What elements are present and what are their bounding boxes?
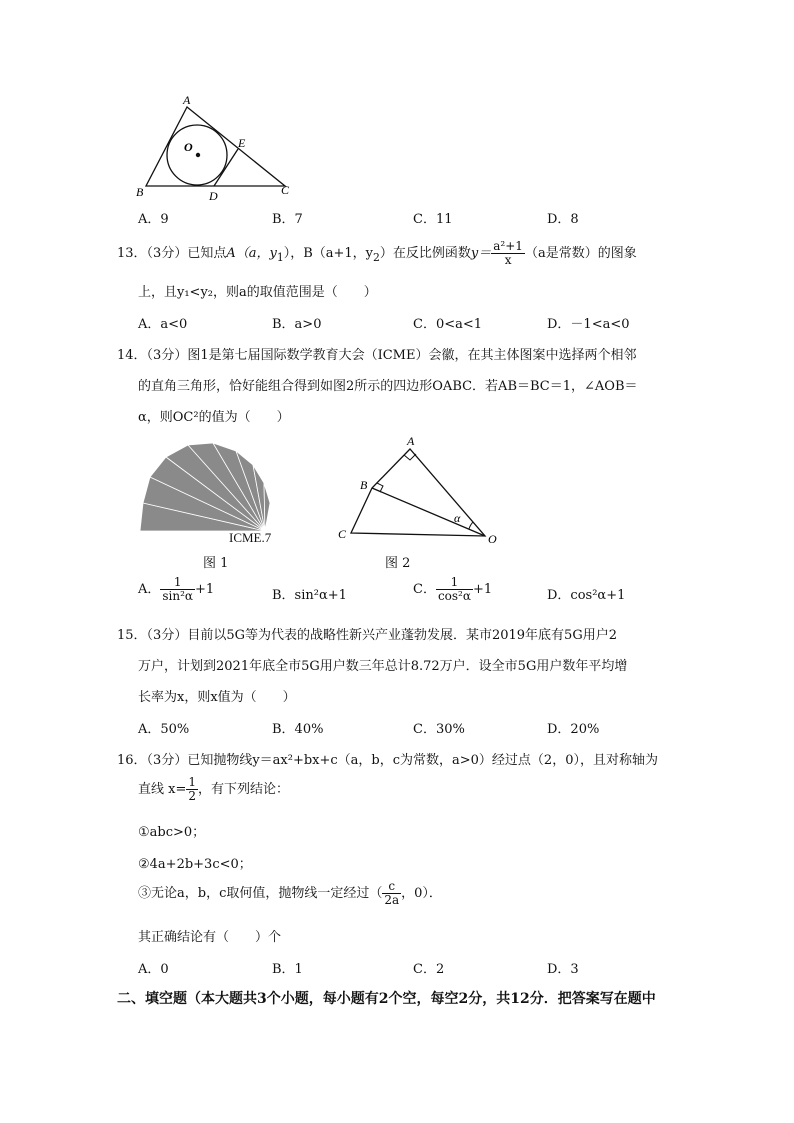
q13-text-d: （a是常数）的图象 bbox=[524, 246, 637, 262]
icme-logo-figure bbox=[140, 443, 290, 538]
center-dot bbox=[196, 153, 200, 157]
q14-opt-a-frac bbox=[160, 576, 195, 603]
q16-c3-a: ③无论a，b，c取何值，抛物线一定经过（ bbox=[138, 886, 383, 902]
triangle-abc bbox=[146, 107, 285, 186]
q14-opt-a-suffix: +1 bbox=[195, 582, 215, 598]
q13-line2: 上，且y₁<y₂，则a的取值范围是（ ） bbox=[138, 285, 377, 300]
q16-c3-frac bbox=[382, 880, 401, 907]
figure1-caption: 图 1 bbox=[203, 556, 229, 571]
q16-option-c[interactable]: C．2 bbox=[413, 962, 445, 977]
angle-arc bbox=[469, 522, 473, 529]
q13-fraction bbox=[491, 240, 525, 267]
q13-option-c[interactable]: C．0<a<1 bbox=[413, 317, 483, 332]
q14-opt-c-prefix: C． bbox=[413, 582, 436, 598]
fig2-label-O: O bbox=[488, 532, 497, 546]
q14-line2: 的直角三角形，恰好能组合得到如图2所示的四边形OABC．若AB＝BC＝1，∠AOB＝ bbox=[138, 379, 638, 394]
q16-line2-b: ，有下列结论： bbox=[198, 782, 290, 798]
q14-opt-c-suffix: +1 bbox=[472, 582, 493, 598]
q16-line2-num: 1 bbox=[188, 775, 196, 789]
q14-opt-a-den: sin²α bbox=[162, 589, 194, 604]
q15-option-d[interactable]: D．20% bbox=[547, 722, 600, 737]
q15-option-b[interactable]: B．40% bbox=[272, 722, 324, 737]
q14-opt-c-num: 1 bbox=[436, 576, 473, 590]
q16-line2-den: 2 bbox=[188, 789, 196, 804]
q13-option-b[interactable]: B．a>0 bbox=[272, 317, 322, 332]
q13-text-c: ）在反比例函数 bbox=[379, 246, 471, 262]
q13-line1 bbox=[117, 240, 637, 269]
icme-label: ICME.7 bbox=[229, 530, 272, 545]
q14-opt-c-den: cos²α bbox=[437, 589, 471, 604]
q12-option-a[interactable]: A．9 bbox=[138, 212, 169, 227]
label-O: O bbox=[184, 140, 193, 154]
label-D: D bbox=[209, 189, 218, 203]
q15-option-a[interactable]: A．50% bbox=[138, 722, 190, 737]
q16-c3-b: ，0）． bbox=[401, 886, 442, 902]
q14-option-a[interactable] bbox=[138, 576, 214, 603]
label-C: C bbox=[281, 183, 290, 197]
q16-line1: 16．（3分）已知抛物线y＝ax²+bx+c（a，b，c为常数，a>0）经过点（2，0），且对称轴为 bbox=[117, 753, 658, 768]
q16-option-d[interactable]: D．3 bbox=[547, 962, 579, 977]
tangent-de bbox=[214, 149, 238, 186]
q13-option-d[interactable]: D．－1<a<0 bbox=[547, 317, 630, 332]
q16-conclusion-3 bbox=[138, 880, 442, 907]
q16-line2 bbox=[138, 776, 289, 803]
q16-option-b[interactable]: B．1 bbox=[272, 962, 303, 977]
q12-option-b[interactable]: B．7 bbox=[272, 212, 303, 227]
label-A: A bbox=[183, 93, 191, 107]
q12-option-c[interactable]: C．11 bbox=[413, 212, 453, 227]
q14-opt-c-frac bbox=[436, 576, 473, 603]
q14-opt-a-num: 1 bbox=[160, 576, 195, 590]
q14-option-d[interactable]: D．cos²α+1 bbox=[547, 588, 626, 603]
right-angle-a bbox=[404, 454, 416, 460]
q13-frac-den: x bbox=[504, 253, 512, 268]
q14-opt-a-prefix: A． bbox=[138, 582, 161, 598]
q14-line1: 14．（3分）图1是第七届国际数学教育大会（ICME）会徽，在其主体图案中选择两个相邻 bbox=[117, 348, 637, 363]
segment-bo bbox=[372, 488, 485, 536]
q13-text-y: y＝ bbox=[470, 246, 492, 262]
q15-line2: 万户，计划到2021年底全市5G用户数三年总计8.72万户．设全市5G用户数年平均增 bbox=[138, 659, 628, 674]
q13-sub1: 1 bbox=[276, 250, 284, 264]
q14-option-b[interactable]: B．sin²α+1 bbox=[272, 588, 347, 603]
q15-line1: 15．（3分）目前以5G等为代表的战略性新兴产业蓬勃发展．某市2019年底有5G用户2 bbox=[117, 628, 617, 643]
q13-option-a[interactable]: A．a<0 bbox=[138, 317, 188, 332]
q15-line3: 长率为x，则x值为（ ） bbox=[138, 690, 296, 705]
label-B: B bbox=[136, 185, 144, 199]
q12-figure bbox=[130, 92, 300, 204]
q16-option-a[interactable]: A．0 bbox=[138, 962, 169, 977]
q13-text-pts: A（a，y bbox=[226, 246, 277, 262]
q13-text-b: ），B（a+1，y bbox=[283, 246, 374, 262]
q16-c3-den: 2a bbox=[384, 893, 400, 908]
fig2-label-alpha: α bbox=[454, 511, 461, 525]
q16-line2-frac bbox=[186, 776, 198, 803]
q14-option-c[interactable] bbox=[413, 576, 492, 603]
q16-c3-num: c bbox=[382, 880, 401, 894]
fig2-label-C: C bbox=[338, 527, 347, 541]
figure2-caption: 图 2 bbox=[385, 556, 411, 571]
fig2-label-A: A bbox=[407, 434, 415, 448]
logo-triangle-9 bbox=[264, 483, 270, 531]
q16-conclusion-1: ①abc>0； bbox=[138, 825, 206, 840]
label-E: E bbox=[238, 136, 246, 150]
q13-frac-num: a²+1 bbox=[493, 239, 523, 253]
q15-option-c[interactable]: C．30% bbox=[413, 722, 465, 737]
q13-sub2: 2 bbox=[373, 250, 380, 264]
q16-conclusion-2: ②4a+2b+3c<0； bbox=[138, 857, 252, 872]
q12-option-d[interactable]: D．8 bbox=[547, 212, 579, 227]
quadrilateral-oabc bbox=[351, 449, 485, 536]
q14-figure2 bbox=[332, 432, 512, 547]
q13-text-a: 13．（3分）已知点 bbox=[117, 246, 227, 262]
q16-line2-a: 直线 x= bbox=[138, 782, 187, 798]
section2-heading: 二、填空题（本大题共3个小题，每小题有2个空，每空2分，共12分．把答案写在题中 bbox=[117, 991, 656, 1007]
fig2-label-B: B bbox=[360, 478, 368, 492]
q16-ask: 其正确结论有（ ）个 bbox=[138, 930, 282, 945]
q14-line3: α，则OC²的值为（ ） bbox=[138, 410, 290, 425]
